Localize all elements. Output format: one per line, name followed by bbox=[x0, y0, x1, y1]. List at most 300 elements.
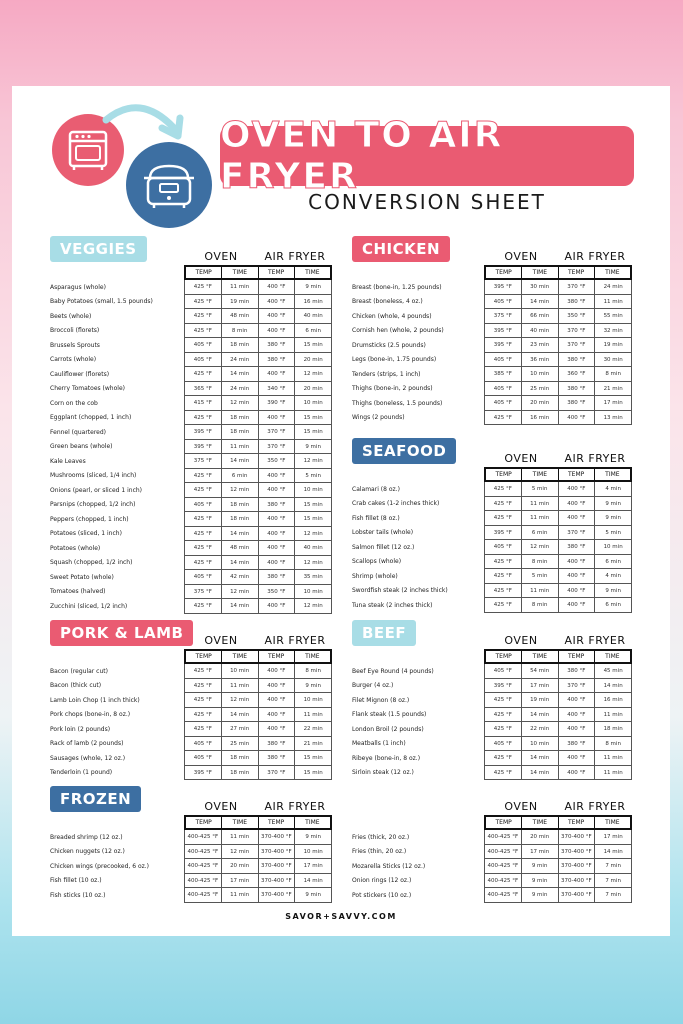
oven-time: 18 min bbox=[221, 512, 258, 526]
temp-column-label: TEMP bbox=[486, 267, 522, 278]
oven-time: 14 min bbox=[221, 454, 258, 468]
oven-temp: 425 °F bbox=[484, 482, 521, 496]
oven-time: 5 min bbox=[521, 569, 558, 583]
oven-temp: 405 °F bbox=[484, 737, 521, 751]
air-fryer-time: 17 min bbox=[594, 830, 632, 844]
air-fryer-time: 4 min bbox=[594, 482, 632, 496]
table-row bbox=[352, 295, 632, 310]
temp-time-header-row bbox=[484, 815, 632, 830]
table-row bbox=[352, 482, 632, 497]
time-temp-cells bbox=[184, 570, 332, 585]
table-row bbox=[352, 569, 632, 584]
oven-temp: 375 °F bbox=[184, 454, 221, 468]
time-column-label: TIME bbox=[522, 267, 558, 278]
oven-time: 42 min bbox=[221, 570, 258, 584]
food-name: Sausages (whole, 12 oz.) bbox=[50, 754, 126, 762]
curved-arrow-icon bbox=[100, 98, 190, 148]
time-temp-cells bbox=[184, 483, 332, 498]
table-row bbox=[352, 324, 632, 339]
oven-temp: 425 °F bbox=[484, 722, 521, 736]
time-temp-cells bbox=[484, 679, 632, 694]
oven-time: 14 min bbox=[221, 527, 258, 541]
table-row bbox=[50, 498, 322, 513]
time-temp-cells bbox=[184, 527, 332, 542]
food-name: Parsnips (chopped, 1/2 inch) bbox=[50, 501, 136, 509]
oven-temp: 405 °F bbox=[184, 737, 221, 751]
air-fryer-temp: 370 °F bbox=[258, 766, 295, 780]
air-fryer-temp: 400 °F bbox=[258, 708, 295, 722]
oven-temp: 400-425 °F bbox=[484, 859, 521, 873]
conversion-sheet bbox=[12, 86, 670, 936]
oven-time: 11 min bbox=[221, 679, 258, 693]
air-fryer-column-header: AIR FRYER bbox=[564, 452, 626, 465]
air-fryer-time: 45 min bbox=[594, 664, 632, 678]
food-name: Swordfish steak (2 inches thick) bbox=[352, 587, 448, 595]
oven-temp: 405 °F bbox=[484, 295, 521, 309]
air-fryer-time: 20 min bbox=[294, 382, 332, 396]
oven-temp: 425 °F bbox=[184, 527, 221, 541]
table-row bbox=[50, 527, 322, 542]
time-temp-cells bbox=[484, 830, 632, 845]
time-column-label: TIME bbox=[222, 267, 258, 278]
air-fryer-temp: 370 °F bbox=[258, 425, 295, 439]
air-fryer-time: 10 min bbox=[594, 540, 632, 554]
air-fryer-time: 14 min bbox=[594, 845, 632, 859]
food-name: Eggplant (chopped, 1 inch) bbox=[50, 414, 132, 422]
oven-time: 36 min bbox=[521, 353, 558, 367]
air-fryer-time: 11 min bbox=[294, 708, 332, 722]
oven-time: 25 min bbox=[521, 382, 558, 396]
oven-time: 11 min bbox=[221, 280, 258, 294]
time-temp-cells bbox=[484, 722, 632, 737]
air-fryer-temp: 370-400 °F bbox=[258, 874, 295, 888]
title-banner bbox=[220, 115, 634, 197]
food-name: Chicken nuggets (12 oz.) bbox=[50, 848, 125, 856]
oven-temp: 425 °F bbox=[184, 722, 221, 736]
table-row bbox=[352, 708, 632, 723]
oven-time: 25 min bbox=[221, 737, 258, 751]
oven-temp: 400-425 °F bbox=[184, 874, 221, 888]
table-row bbox=[352, 280, 632, 295]
oven-temp: 400-425 °F bbox=[184, 859, 221, 873]
time-column-label: TIME bbox=[522, 469, 558, 480]
time-temp-cells bbox=[484, 569, 632, 584]
oven-time: 9 min bbox=[521, 888, 558, 902]
oven-time: 10 min bbox=[221, 664, 258, 678]
table-row bbox=[50, 353, 322, 368]
food-name: Breast (bone-in, 1.25 pounds) bbox=[352, 283, 442, 291]
air-fryer-temp: 370-400 °F bbox=[258, 888, 295, 902]
oven-temp: 425 °F bbox=[484, 569, 521, 583]
time-column-label: TIME bbox=[222, 651, 258, 662]
table-row bbox=[50, 295, 322, 310]
oven-temp: 425 °F bbox=[184, 469, 221, 483]
time-temp-cells bbox=[484, 708, 632, 723]
oven-time: 6 min bbox=[221, 469, 258, 483]
air-fryer-temp: 370-400 °F bbox=[558, 830, 595, 844]
oven-time: 19 min bbox=[521, 693, 558, 707]
air-fryer-time: 15 min bbox=[294, 751, 332, 765]
air-fryer-temp: 400 °F bbox=[558, 693, 595, 707]
time-temp-cells bbox=[184, 845, 332, 860]
oven-time: 14 min bbox=[521, 295, 558, 309]
temp-column-label: TEMP bbox=[486, 651, 522, 662]
oven-time: 24 min bbox=[221, 353, 258, 367]
air-fryer-temp: 400 °F bbox=[558, 482, 595, 496]
temp-column-label: TEMP bbox=[259, 651, 295, 662]
oven-temp: 365 °F bbox=[184, 382, 221, 396]
air-fryer-temp: 400 °F bbox=[258, 512, 295, 526]
oven-temp: 405 °F bbox=[184, 338, 221, 352]
food-name: Chicken (whole, 4 pounds) bbox=[352, 312, 432, 320]
time-column-label: TIME bbox=[305, 653, 320, 660]
air-fryer-time: 10 min bbox=[294, 585, 332, 599]
air-fryer-time: 15 min bbox=[294, 411, 332, 425]
time-temp-cells bbox=[484, 888, 632, 903]
food-name: Sweet Potato (whole) bbox=[50, 573, 114, 581]
air-fryer-column-header: AIR FRYER bbox=[264, 250, 326, 263]
oven-time: 30 min bbox=[521, 280, 558, 294]
air-fryer-time: 40 min bbox=[294, 309, 332, 323]
oven-temp: 405 °F bbox=[484, 382, 521, 396]
oven-temp: 425 °F bbox=[184, 295, 221, 309]
temp-column-label: TEMP bbox=[559, 817, 595, 828]
table-row bbox=[352, 859, 632, 874]
air-fryer-time: 16 min bbox=[294, 295, 332, 309]
air-fryer-temp: 390 °F bbox=[258, 396, 295, 410]
food-name: Wings (2 pounds) bbox=[352, 414, 405, 422]
time-temp-cells bbox=[184, 874, 332, 889]
air-fryer-temp: 370 °F bbox=[258, 440, 295, 454]
table-row bbox=[352, 540, 632, 555]
oven-time: 66 min bbox=[521, 309, 558, 323]
time-temp-cells bbox=[184, 367, 332, 382]
food-name: Green beans (whole) bbox=[50, 443, 113, 451]
time-temp-cells bbox=[484, 353, 632, 368]
oven-time: 12 min bbox=[221, 845, 258, 859]
oven-temp: 395 °F bbox=[484, 338, 521, 352]
air-fryer-time: 14 min bbox=[594, 679, 632, 693]
oven-time: 12 min bbox=[521, 540, 558, 554]
air-fryer-temp: 350 °F bbox=[258, 585, 295, 599]
oven-temp: 400-425 °F bbox=[484, 888, 521, 902]
food-name: Brussels Sprouts bbox=[50, 341, 100, 349]
oven-time: 18 min bbox=[221, 766, 258, 780]
table-row bbox=[50, 874, 322, 889]
oven-time: 12 min bbox=[221, 483, 258, 497]
air-fryer-temp: 400 °F bbox=[258, 469, 295, 483]
air-fryer-temp: 380 °F bbox=[558, 353, 595, 367]
food-name: Bacon (regular cut) bbox=[50, 667, 108, 675]
time-temp-cells bbox=[484, 693, 632, 708]
food-name: Burger (4 oz.) bbox=[352, 682, 394, 690]
air-fryer-time: 15 min bbox=[294, 425, 332, 439]
time-temp-cells bbox=[184, 664, 332, 679]
air-fryer-column-header: AIR FRYER bbox=[564, 634, 626, 647]
air-fryer-temp: 400 °F bbox=[258, 295, 295, 309]
air-fryer-temp: 370-400 °F bbox=[258, 859, 295, 873]
table-row bbox=[50, 411, 322, 426]
air-fryer-time: 17 min bbox=[594, 396, 632, 410]
temp-time-header-row bbox=[484, 649, 632, 664]
air-fryer-time: 9 min bbox=[594, 584, 632, 598]
air-fryer-temp: 370-400 °F bbox=[558, 888, 595, 902]
time-temp-cells bbox=[184, 708, 332, 723]
time-temp-cells bbox=[484, 411, 632, 426]
time-temp-cells bbox=[184, 888, 332, 903]
air-fryer-temp: 400 °F bbox=[558, 584, 595, 598]
time-temp-cells bbox=[184, 338, 332, 353]
table-row bbox=[352, 845, 632, 860]
temp-column-label: TEMP bbox=[559, 651, 595, 662]
food-name: Breaded shrimp (12 oz.) bbox=[50, 833, 123, 841]
table-row bbox=[352, 598, 632, 613]
time-temp-cells bbox=[184, 679, 332, 694]
oven-time: 18 min bbox=[221, 425, 258, 439]
oven-temp: 425 °F bbox=[184, 556, 221, 570]
table-row bbox=[50, 722, 322, 737]
table-row bbox=[50, 483, 322, 498]
air-fryer-time: 11 min bbox=[594, 708, 632, 722]
food-name: Potatoes (sliced, 1 inch) bbox=[50, 530, 122, 538]
air-fryer-temp: 400 °F bbox=[558, 598, 595, 612]
oven-time: 17 min bbox=[221, 874, 258, 888]
oven-time: 8 min bbox=[221, 324, 258, 338]
air-fryer-time: 15 min bbox=[294, 766, 332, 780]
temp-time-header-row bbox=[184, 649, 332, 664]
oven-temp: 425 °F bbox=[184, 664, 221, 678]
food-name: Corn on the cob bbox=[50, 399, 98, 407]
table-row bbox=[352, 526, 632, 541]
oven-time: 14 min bbox=[221, 556, 258, 570]
time-temp-cells bbox=[184, 440, 332, 455]
air-fryer-temp: 400 °F bbox=[558, 411, 595, 425]
table-row bbox=[352, 751, 632, 766]
food-name: Thighs (boneless, 1.5 pounds) bbox=[352, 399, 443, 407]
temp-column-label: TEMP bbox=[486, 817, 522, 828]
air-fryer-temp: 370-400 °F bbox=[558, 859, 595, 873]
oven-time: 54 min bbox=[521, 664, 558, 678]
table-row bbox=[50, 859, 322, 874]
time-column-label: TIME bbox=[605, 471, 620, 478]
air-fryer-temp: 400 °F bbox=[558, 708, 595, 722]
table-row bbox=[50, 766, 322, 781]
air-fryer-time: 21 min bbox=[594, 382, 632, 396]
air-fryer-temp: 380 °F bbox=[258, 338, 295, 352]
table-row bbox=[352, 722, 632, 737]
oven-temp: 395 °F bbox=[484, 280, 521, 294]
air-fryer-time: 6 min bbox=[294, 324, 332, 338]
food-name: Zucchini (sliced, 1/2 inch) bbox=[50, 602, 128, 610]
time-temp-cells bbox=[184, 309, 332, 324]
time-temp-cells bbox=[184, 599, 332, 614]
air-fryer-time: 24 min bbox=[594, 280, 632, 294]
table-row bbox=[50, 599, 322, 614]
oven-temp: 425 °F bbox=[184, 679, 221, 693]
food-name: Legs (bone-in, 1.75 pounds) bbox=[352, 356, 437, 364]
table-row bbox=[352, 664, 632, 679]
air-fryer-time: 9 min bbox=[594, 511, 632, 525]
air-fryer-time: 6 min bbox=[594, 555, 632, 569]
oven-time: 17 min bbox=[521, 679, 558, 693]
table-row bbox=[352, 874, 632, 889]
seafood-title-badge: SEAFOOD bbox=[352, 438, 456, 464]
time-temp-cells bbox=[184, 382, 332, 397]
air-fryer-temp: 380 °F bbox=[558, 396, 595, 410]
oven-temp: 405 °F bbox=[184, 570, 221, 584]
air-fryer-temp: 370-400 °F bbox=[558, 874, 595, 888]
temp-time-header-row bbox=[184, 815, 332, 830]
temp-column-label: TEMP bbox=[186, 651, 222, 662]
table-row bbox=[50, 454, 322, 469]
food-name: Meatballs (1 inch) bbox=[352, 740, 406, 748]
table-row bbox=[50, 737, 322, 752]
oven-temp: 395 °F bbox=[484, 526, 521, 540]
air-fryer-time: 6 min bbox=[594, 598, 632, 612]
food-name: Broccoli (florets) bbox=[50, 327, 100, 335]
air-fryer-time: 9 min bbox=[294, 830, 332, 844]
table-row bbox=[352, 367, 632, 382]
air-fryer-time: 8 min bbox=[594, 737, 632, 751]
air-fryer-temp: 400 °F bbox=[258, 367, 295, 381]
beef-title-badge: BEEF bbox=[352, 620, 416, 646]
food-name: Cherry Tomatoes (whole) bbox=[50, 385, 125, 393]
table-row bbox=[50, 708, 322, 723]
food-name: Peppers (chopped, 1 inch) bbox=[50, 515, 129, 523]
food-name: Squash (chopped, 1/2 inch) bbox=[50, 559, 133, 567]
oven-temp: 405 °F bbox=[484, 540, 521, 554]
oven-temp: 425 °F bbox=[184, 280, 221, 294]
oven-column-header: OVEN bbox=[504, 250, 538, 263]
time-column-label: TIME bbox=[522, 817, 558, 828]
air-fryer-temp: 400 °F bbox=[258, 599, 295, 613]
oven-temp: 425 °F bbox=[184, 367, 221, 381]
air-fryer-temp: 400 °F bbox=[558, 766, 595, 780]
oven-time: 40 min bbox=[521, 324, 558, 338]
oven-temp: 425 °F bbox=[184, 309, 221, 323]
time-temp-cells bbox=[484, 874, 632, 889]
air-fryer-time: 40 min bbox=[294, 541, 332, 555]
oven-temp: 400-425 °F bbox=[484, 830, 521, 844]
temp-time-header-row bbox=[484, 467, 632, 482]
table-row bbox=[352, 511, 632, 526]
air-fryer-column-header: AIR FRYER bbox=[264, 800, 326, 813]
oven-time: 17 min bbox=[521, 845, 558, 859]
food-name: Breast (boneless, 4 oz.) bbox=[352, 298, 423, 306]
oven-time: 14 min bbox=[521, 766, 558, 780]
air-fryer-temp: 380 °F bbox=[258, 570, 295, 584]
oven-column-header: OVEN bbox=[204, 634, 238, 647]
time-temp-cells bbox=[184, 425, 332, 440]
food-name: Salmon fillet (12 oz.) bbox=[352, 543, 415, 551]
oven-temp: 425 °F bbox=[184, 512, 221, 526]
time-temp-cells bbox=[184, 353, 332, 368]
air-fryer-temp: 380 °F bbox=[558, 295, 595, 309]
temp-column-label: TEMP bbox=[559, 469, 595, 480]
oven-time: 19 min bbox=[221, 295, 258, 309]
table-row bbox=[50, 440, 322, 455]
air-fryer-temp: 400 °F bbox=[258, 527, 295, 541]
table-row bbox=[50, 541, 322, 556]
food-name: Lamb Loin Chop (1 inch thick) bbox=[50, 696, 140, 704]
air-fryer-column-header: AIR FRYER bbox=[564, 800, 626, 813]
table-row bbox=[352, 497, 632, 512]
oven-time: 9 min bbox=[521, 874, 558, 888]
oven-temp: 405 °F bbox=[184, 498, 221, 512]
oven-temp: 415 °F bbox=[184, 396, 221, 410]
table-row bbox=[352, 737, 632, 752]
air-fryer-time: 15 min bbox=[294, 512, 332, 526]
air-fryer-temp: 380 °F bbox=[558, 664, 595, 678]
table-row bbox=[352, 338, 632, 353]
food-name: Tomatoes (halved) bbox=[50, 588, 106, 596]
air-fryer-temp: 350 °F bbox=[558, 309, 595, 323]
air-fryer-time: 5 min bbox=[294, 469, 332, 483]
food-name: London Broil (2 pounds) bbox=[352, 725, 424, 733]
oven-temp: 425 °F bbox=[184, 693, 221, 707]
oven-temp: 400-425 °F bbox=[184, 845, 221, 859]
time-temp-cells bbox=[184, 766, 332, 781]
food-name: Asparagus (whole) bbox=[50, 283, 106, 291]
oven-time: 20 min bbox=[221, 859, 258, 873]
air-fryer-time: 8 min bbox=[594, 367, 632, 381]
air-fryer-time: 12 min bbox=[294, 556, 332, 570]
air-fryer-time: 7 min bbox=[594, 874, 632, 888]
time-temp-cells bbox=[484, 295, 632, 310]
oven-time: 23 min bbox=[521, 338, 558, 352]
oven-time: 27 min bbox=[221, 722, 258, 736]
air-fryer-column-header: AIR FRYER bbox=[264, 634, 326, 647]
time-column-label: TIME bbox=[222, 817, 258, 828]
air-fryer-time: 8 min bbox=[294, 664, 332, 678]
air-fryer-temp: 370 °F bbox=[558, 526, 595, 540]
oven-time: 48 min bbox=[221, 309, 258, 323]
air-fryer-time: 16 min bbox=[594, 693, 632, 707]
oven-time: 24 min bbox=[221, 382, 258, 396]
air-fryer-time: 13 min bbox=[594, 411, 632, 425]
oven-time: 8 min bbox=[521, 598, 558, 612]
oven-time: 14 min bbox=[521, 751, 558, 765]
oven-column-header: OVEN bbox=[204, 250, 238, 263]
oven-time: 10 min bbox=[521, 367, 558, 381]
table-row bbox=[352, 555, 632, 570]
food-name: Potatoes (whole) bbox=[50, 544, 101, 552]
table-row bbox=[50, 585, 322, 600]
food-name: Rack of lamb (2 pounds) bbox=[50, 740, 124, 748]
air-fryer-temp: 400 °F bbox=[258, 483, 295, 497]
air-fryer-temp: 370-400 °F bbox=[258, 830, 295, 844]
table-row bbox=[50, 888, 322, 903]
time-temp-cells bbox=[484, 555, 632, 570]
time-temp-cells bbox=[184, 280, 332, 295]
table-row bbox=[50, 693, 322, 708]
food-name: Beets (whole) bbox=[50, 312, 92, 320]
air-fryer-temp: 400 °F bbox=[258, 722, 295, 736]
oven-temp: 385 °F bbox=[484, 367, 521, 381]
oven-time: 11 min bbox=[221, 888, 258, 902]
air-fryer-time: 11 min bbox=[594, 766, 632, 780]
air-fryer-temp: 400 °F bbox=[558, 497, 595, 511]
air-fryer-time: 17 min bbox=[294, 859, 332, 873]
oven-temp: 425 °F bbox=[484, 584, 521, 598]
time-temp-cells bbox=[484, 309, 632, 324]
oven-temp: 405 °F bbox=[184, 751, 221, 765]
oven-column-header: OVEN bbox=[504, 452, 538, 465]
oven-temp: 400-425 °F bbox=[484, 845, 521, 859]
frozen-title-badge: FROZEN bbox=[50, 786, 141, 812]
temp-time-header-row bbox=[484, 265, 632, 280]
food-name: Scallops (whole) bbox=[352, 558, 402, 566]
